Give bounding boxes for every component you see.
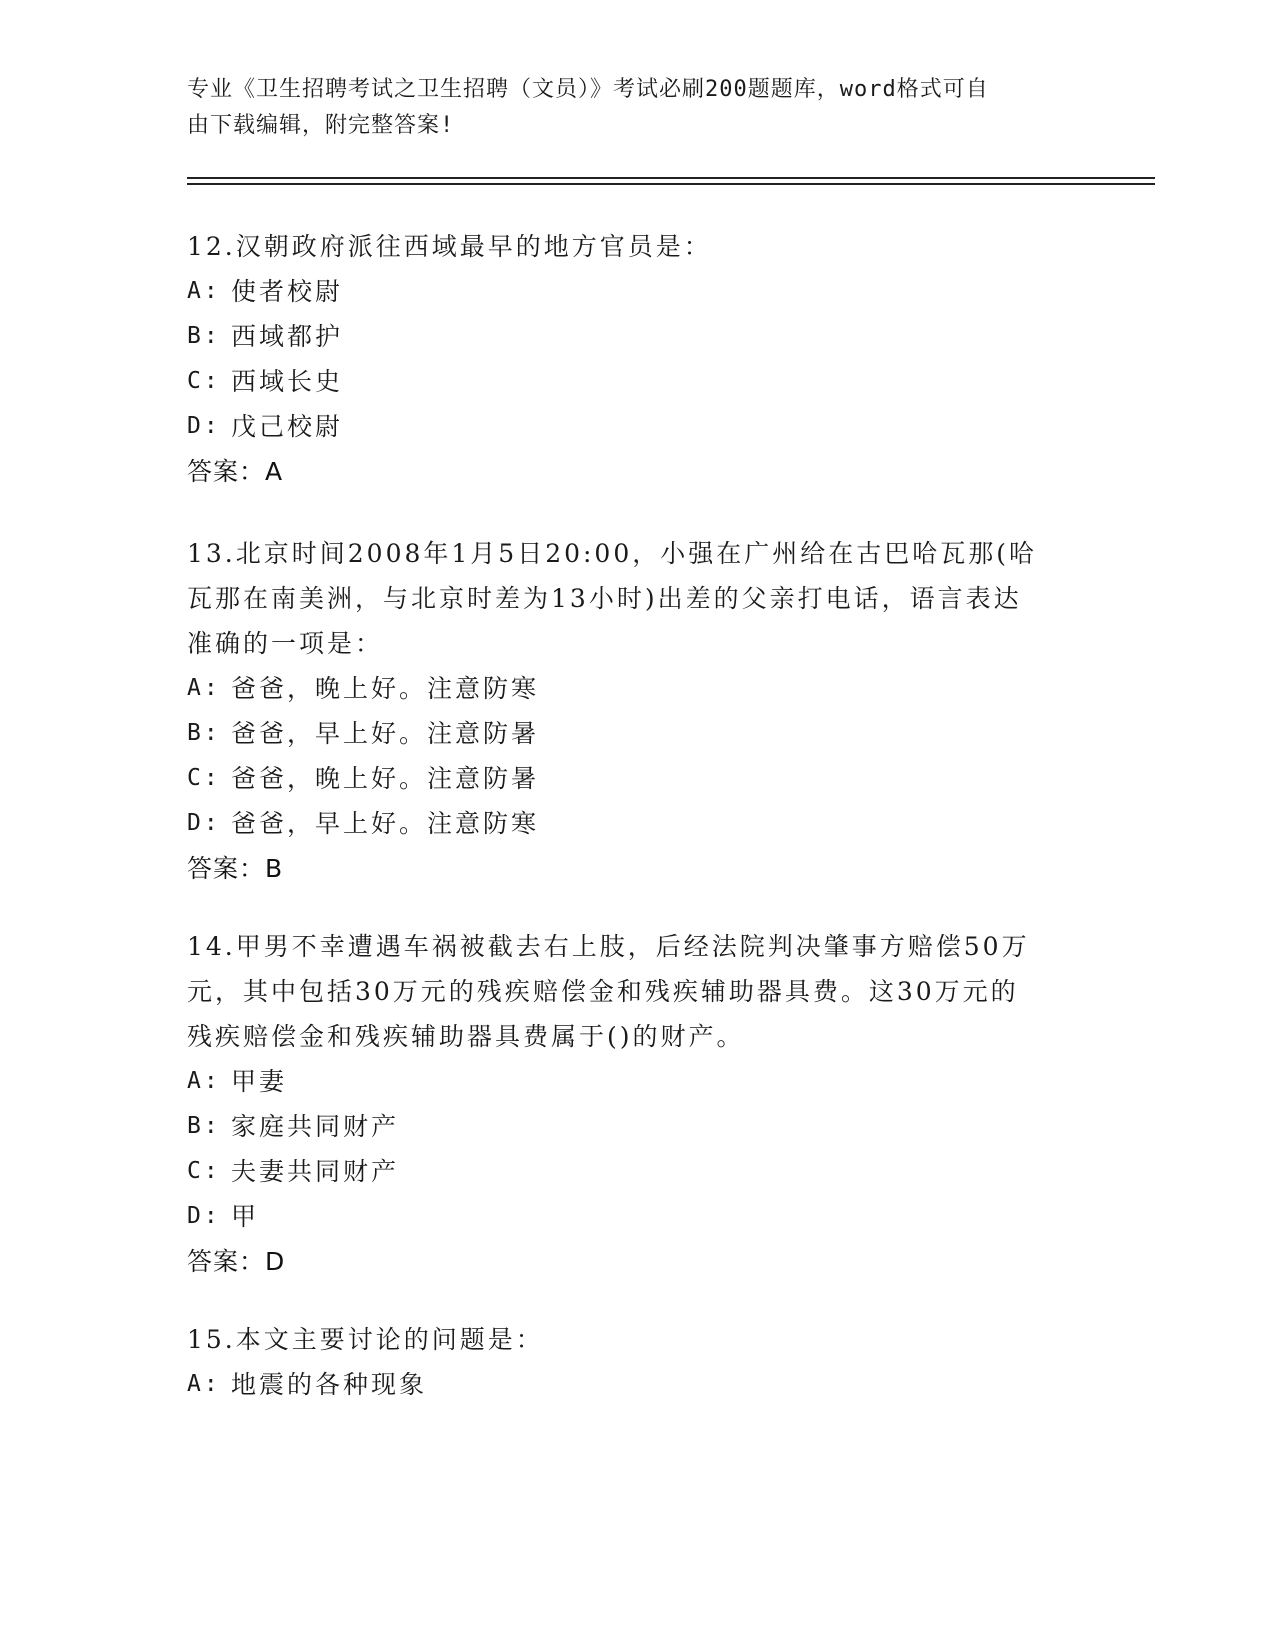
- option-text: 爸爸，早上好。注意防暑: [231, 719, 540, 748]
- question-text-line-2: 瓦那在南美洲，与北京时差为13小时)出差的父亲打电话，语言表达: [187, 584, 1022, 613]
- question-text: 12.汉朝政府派往西域最早的地方官员是：: [187, 232, 712, 261]
- answer-line: 答案：D: [187, 1247, 286, 1276]
- option-b: [187, 711, 1067, 756]
- option-text: 西域都护: [231, 322, 344, 351]
- option-text: 夫妻共同财产: [231, 1157, 400, 1186]
- header-divider-bottom: [187, 183, 1155, 185]
- question-text-line-3: 准确的一项是：: [187, 629, 384, 658]
- option-text: 家庭共同财产: [231, 1112, 400, 1141]
- option-text: 爸爸，晚上好。注意防寒: [231, 674, 540, 703]
- header-divider-top: [187, 177, 1155, 179]
- option-key: D:: [187, 413, 221, 439]
- option-d: [187, 1194, 1067, 1239]
- option-d: [187, 404, 1067, 449]
- option-text: 西域长史: [231, 367, 344, 396]
- question-12: [187, 224, 1067, 494]
- question-text: 15.本文主要讨论的问题是：: [187, 1325, 544, 1354]
- option-key: C:: [187, 765, 221, 791]
- answer-line: 答案：A: [187, 457, 284, 486]
- option-text: 甲妻: [231, 1067, 288, 1096]
- option-text: 戊己校尉: [231, 412, 344, 441]
- option-key: A:: [187, 1068, 221, 1094]
- option-key: A:: [187, 278, 221, 304]
- option-c: [187, 1149, 1067, 1194]
- option-a: [187, 666, 1067, 711]
- answer-line: 答案：B: [187, 854, 284, 883]
- question-14: [187, 924, 1067, 1284]
- option-key: B:: [187, 1113, 221, 1139]
- question-text-line-2: 元，其中包括30万元的残疾赔偿金和残疾辅助器具费。这30万元的: [187, 977, 1019, 1006]
- option-text: 使者校尉: [231, 277, 344, 306]
- question-text-line-3: 残疾赔偿金和残疾辅助器具费属于()的财产。: [187, 1022, 745, 1051]
- option-b: [187, 314, 1067, 359]
- question-13: [187, 531, 1067, 891]
- option-text: 甲: [231, 1202, 260, 1231]
- question-text-line-1: 13.北京时间2008年1月5日20:00，小强在广州给在古巴哈瓦那(哈: [187, 539, 1037, 568]
- option-key: B:: [187, 323, 221, 349]
- option-key: C:: [187, 1158, 221, 1184]
- option-d: [187, 801, 1067, 846]
- option-key: C:: [187, 368, 221, 394]
- header-line-2: 由下载编辑，附完整答案!: [187, 113, 455, 138]
- option-text: 爸爸，早上好。注意防寒: [231, 809, 540, 838]
- document-header: [187, 72, 1067, 144]
- option-text: 地震的各种现象: [231, 1370, 428, 1399]
- header-line-1: 专业《卫生招聘考试之卫生招聘（文员）》考试必刷200题题库，word格式可自: [187, 77, 989, 102]
- option-key: A:: [187, 1371, 221, 1397]
- option-b: [187, 1104, 1067, 1149]
- option-key: A:: [187, 675, 221, 701]
- option-a: [187, 1362, 1067, 1407]
- option-c: [187, 359, 1067, 404]
- option-key: B:: [187, 720, 221, 746]
- question-15: [187, 1317, 1067, 1407]
- option-a: [187, 269, 1067, 314]
- option-a: [187, 1059, 1067, 1104]
- question-text-line-1: 14.甲男不幸遭遇车祸被截去右上肢，后经法院判决肇事方赔偿50万: [187, 932, 1030, 961]
- option-key: D:: [187, 810, 221, 836]
- option-c: [187, 756, 1067, 801]
- option-text: 爸爸，晚上好。注意防暑: [231, 764, 540, 793]
- option-key: D:: [187, 1203, 221, 1229]
